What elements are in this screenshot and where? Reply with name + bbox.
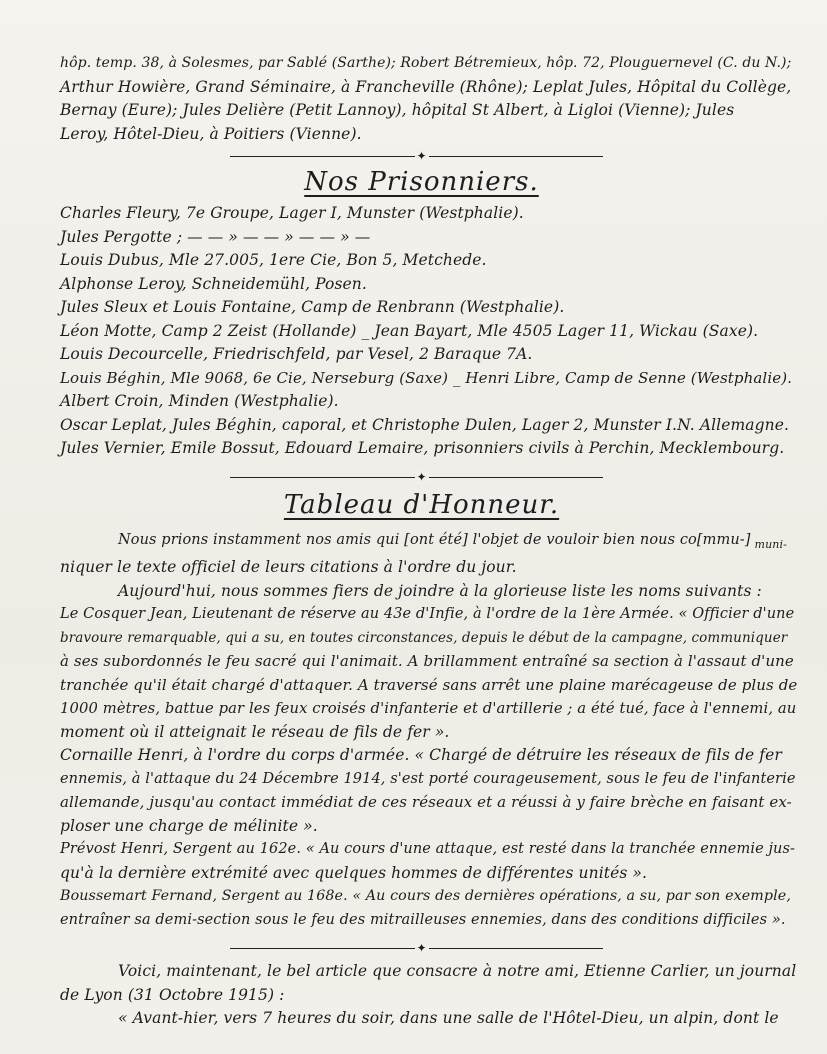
honour-line: bravoure remarquable, qui a su, en toutes circonstances, depuis le début de la campagne, communiquer xyxy=(60,629,788,646)
prisoner-entry: Jules Pergotte ; — — » — — » — — » — xyxy=(60,227,371,246)
honour-block xyxy=(60,529,798,933)
prisoner-entry: Oscar Leplat, Jules Béghin, caporal, et Christophe Dulen, Lager 2, Munster I.N. Allemagne. xyxy=(60,415,790,434)
honour-line: niquer le texte officiel de leurs citations à l'ordre du jour. xyxy=(60,558,517,576)
honour-line: à ses subordonnés le feu sacré qui l'animait. A brillamment entraîné sa section à l'assaut d'une xyxy=(60,652,794,670)
prisoner-entry: Louis Dubus, Mle 27.005, 1ere Cie, Bon 5, Metchede. xyxy=(60,251,487,269)
divider-2 xyxy=(60,471,783,483)
divider-ornament-icon: ✦ xyxy=(416,469,427,484)
prisoner-entry: Albert Croin, Minden (Westphalie). xyxy=(60,392,339,410)
honour-line: ennemis, à l'attaque du 24 Décembre 1914, s'est porté courageusement, sous le feu de l'infanterie xyxy=(60,770,796,787)
divider-1 xyxy=(60,150,783,162)
article-line: « Avant-hier, vers 7 heures du soir, dans une salle de l'Hôtel-Dieu, un alpin, dont le xyxy=(118,1009,779,1027)
prisoner-entry: Jules Vernier, Emile Bossut, Edouard Lemaire, prisonniers civils à Perchin, Mecklembourg. xyxy=(60,439,785,457)
divider-ornament-icon: ✦ xyxy=(416,941,427,955)
honour-line: Boussemart Fernand, Sergent au 168e. « Au cours des dernières opérations, a su, par son exemple, xyxy=(60,888,791,904)
honour-line: moment où il atteignait le réseau de fils de fer ». xyxy=(60,722,450,741)
divider-ornament-icon: ✦ xyxy=(416,149,427,163)
cut-note: muni- xyxy=(754,537,787,551)
honour-line: Le Cosquer Jean, Lieutenant de réserve au 43e d'Infie, à l'ordre de la 1ère Armée. « Officier d'une xyxy=(60,606,795,622)
honour-line: qu'à la dernière extrémité avec quelques hommes de différentes unités ». xyxy=(60,863,648,882)
honour-line: tranchée qu'il était chargé d'attaquer. A traversé sans arrêt une plaine marécageuse de plus de xyxy=(60,675,798,694)
honour-line: Nous prions instamment nos amis qui [ont été] l'objet de vouloir bien nous co[mmu-] $_{muni-}$ xyxy=(118,531,787,551)
intro-line-2: Arthur Howière, Grand Séminaire, à Francheville (Rhône); Leplat Jules, Hôpital du Collège, xyxy=(60,77,792,96)
prisoner-entry: Léon Motte, Camp 2 Zeist (Hollande) _ Jean Bayart, Mle 4505 Lager 11, Wickau (Saxe). xyxy=(60,321,759,340)
divider-3 xyxy=(60,942,783,954)
honour-line: entraîner sa demi-section sous le feu des mitrailleuses ennemies, dans des conditions difficiles ». xyxy=(60,911,786,928)
honour-line: Cornaille Henri, à l'ordre du corps d'armée. « Chargé de détruire les réseaux de fils de fer xyxy=(60,746,782,764)
honour-line: 1000 mètres, battue par les feux croisés d'infanterie et d'artillerie ; a été tué, face à l'ennemi, au xyxy=(60,700,797,717)
prisoner-entry: Alphonse Leroy, Schneidemühl, Posen. xyxy=(60,274,367,293)
intro-line-4: Leroy, Hôtel-Dieu, à Poitiers (Vienne). xyxy=(60,124,362,143)
prisoners-heading: Nos Prisonniers. xyxy=(304,167,539,197)
prisoner-entry: Jules Sleux et Louis Fontaine, Camp de Renbrann (Westphalie). xyxy=(60,298,565,316)
article-block xyxy=(60,960,797,1031)
honour-line: Prévost Henri, Sergent au 162e. « Au cours d'une attaque, est resté dans la tranchée ennemie jus- xyxy=(60,841,796,857)
honour-line: ploser une charge de mélinite ». xyxy=(60,816,318,835)
honour-line: Aujourd'hui, nous sommes fiers de joindre à la glorieuse liste les noms suivants : xyxy=(118,581,762,600)
intro-line-1: hôp. temp. 38, à Solesmes, par Sablé (Sarthe); Robert Bétremieux, hôp. 72, Plouguernevel (C. du N.); xyxy=(60,55,792,71)
honour-line: allemande, jusqu'au contact immédiat de ces réseaux et a réussi à y faire brèche en faisant ex- xyxy=(60,793,792,811)
honour-heading: Tableau d'Honneur. xyxy=(283,489,560,520)
intro-block xyxy=(60,52,792,146)
prisoner-entry: Louis Béghin, Mle 9068, 6e Cie, Nerseburg (Saxe) _ Henri Libre, Camp de Senne (Westphalie). xyxy=(60,368,793,387)
intro-line-3: Bernay (Eure); Jules Delière (Petit Lannoy), hôpital St Albert, à Ligloi (Vienne); Jules xyxy=(60,101,735,119)
article-line: de Lyon (31 Octobre 1915) : xyxy=(60,985,285,1004)
prisoner-entry: Charles Fleury, 7e Groupe, Lager I, Munster (Westphalie). xyxy=(60,204,524,222)
article-line: Voici, maintenant, le bel article que consacre à notre ami, Etienne Carlier, un journal xyxy=(118,962,797,980)
prisoner-entry: Louis Decourcelle, Friedrischfeld, par Vesel, 2 Baraque 7A. xyxy=(60,345,533,363)
prisoners-list xyxy=(60,202,793,461)
